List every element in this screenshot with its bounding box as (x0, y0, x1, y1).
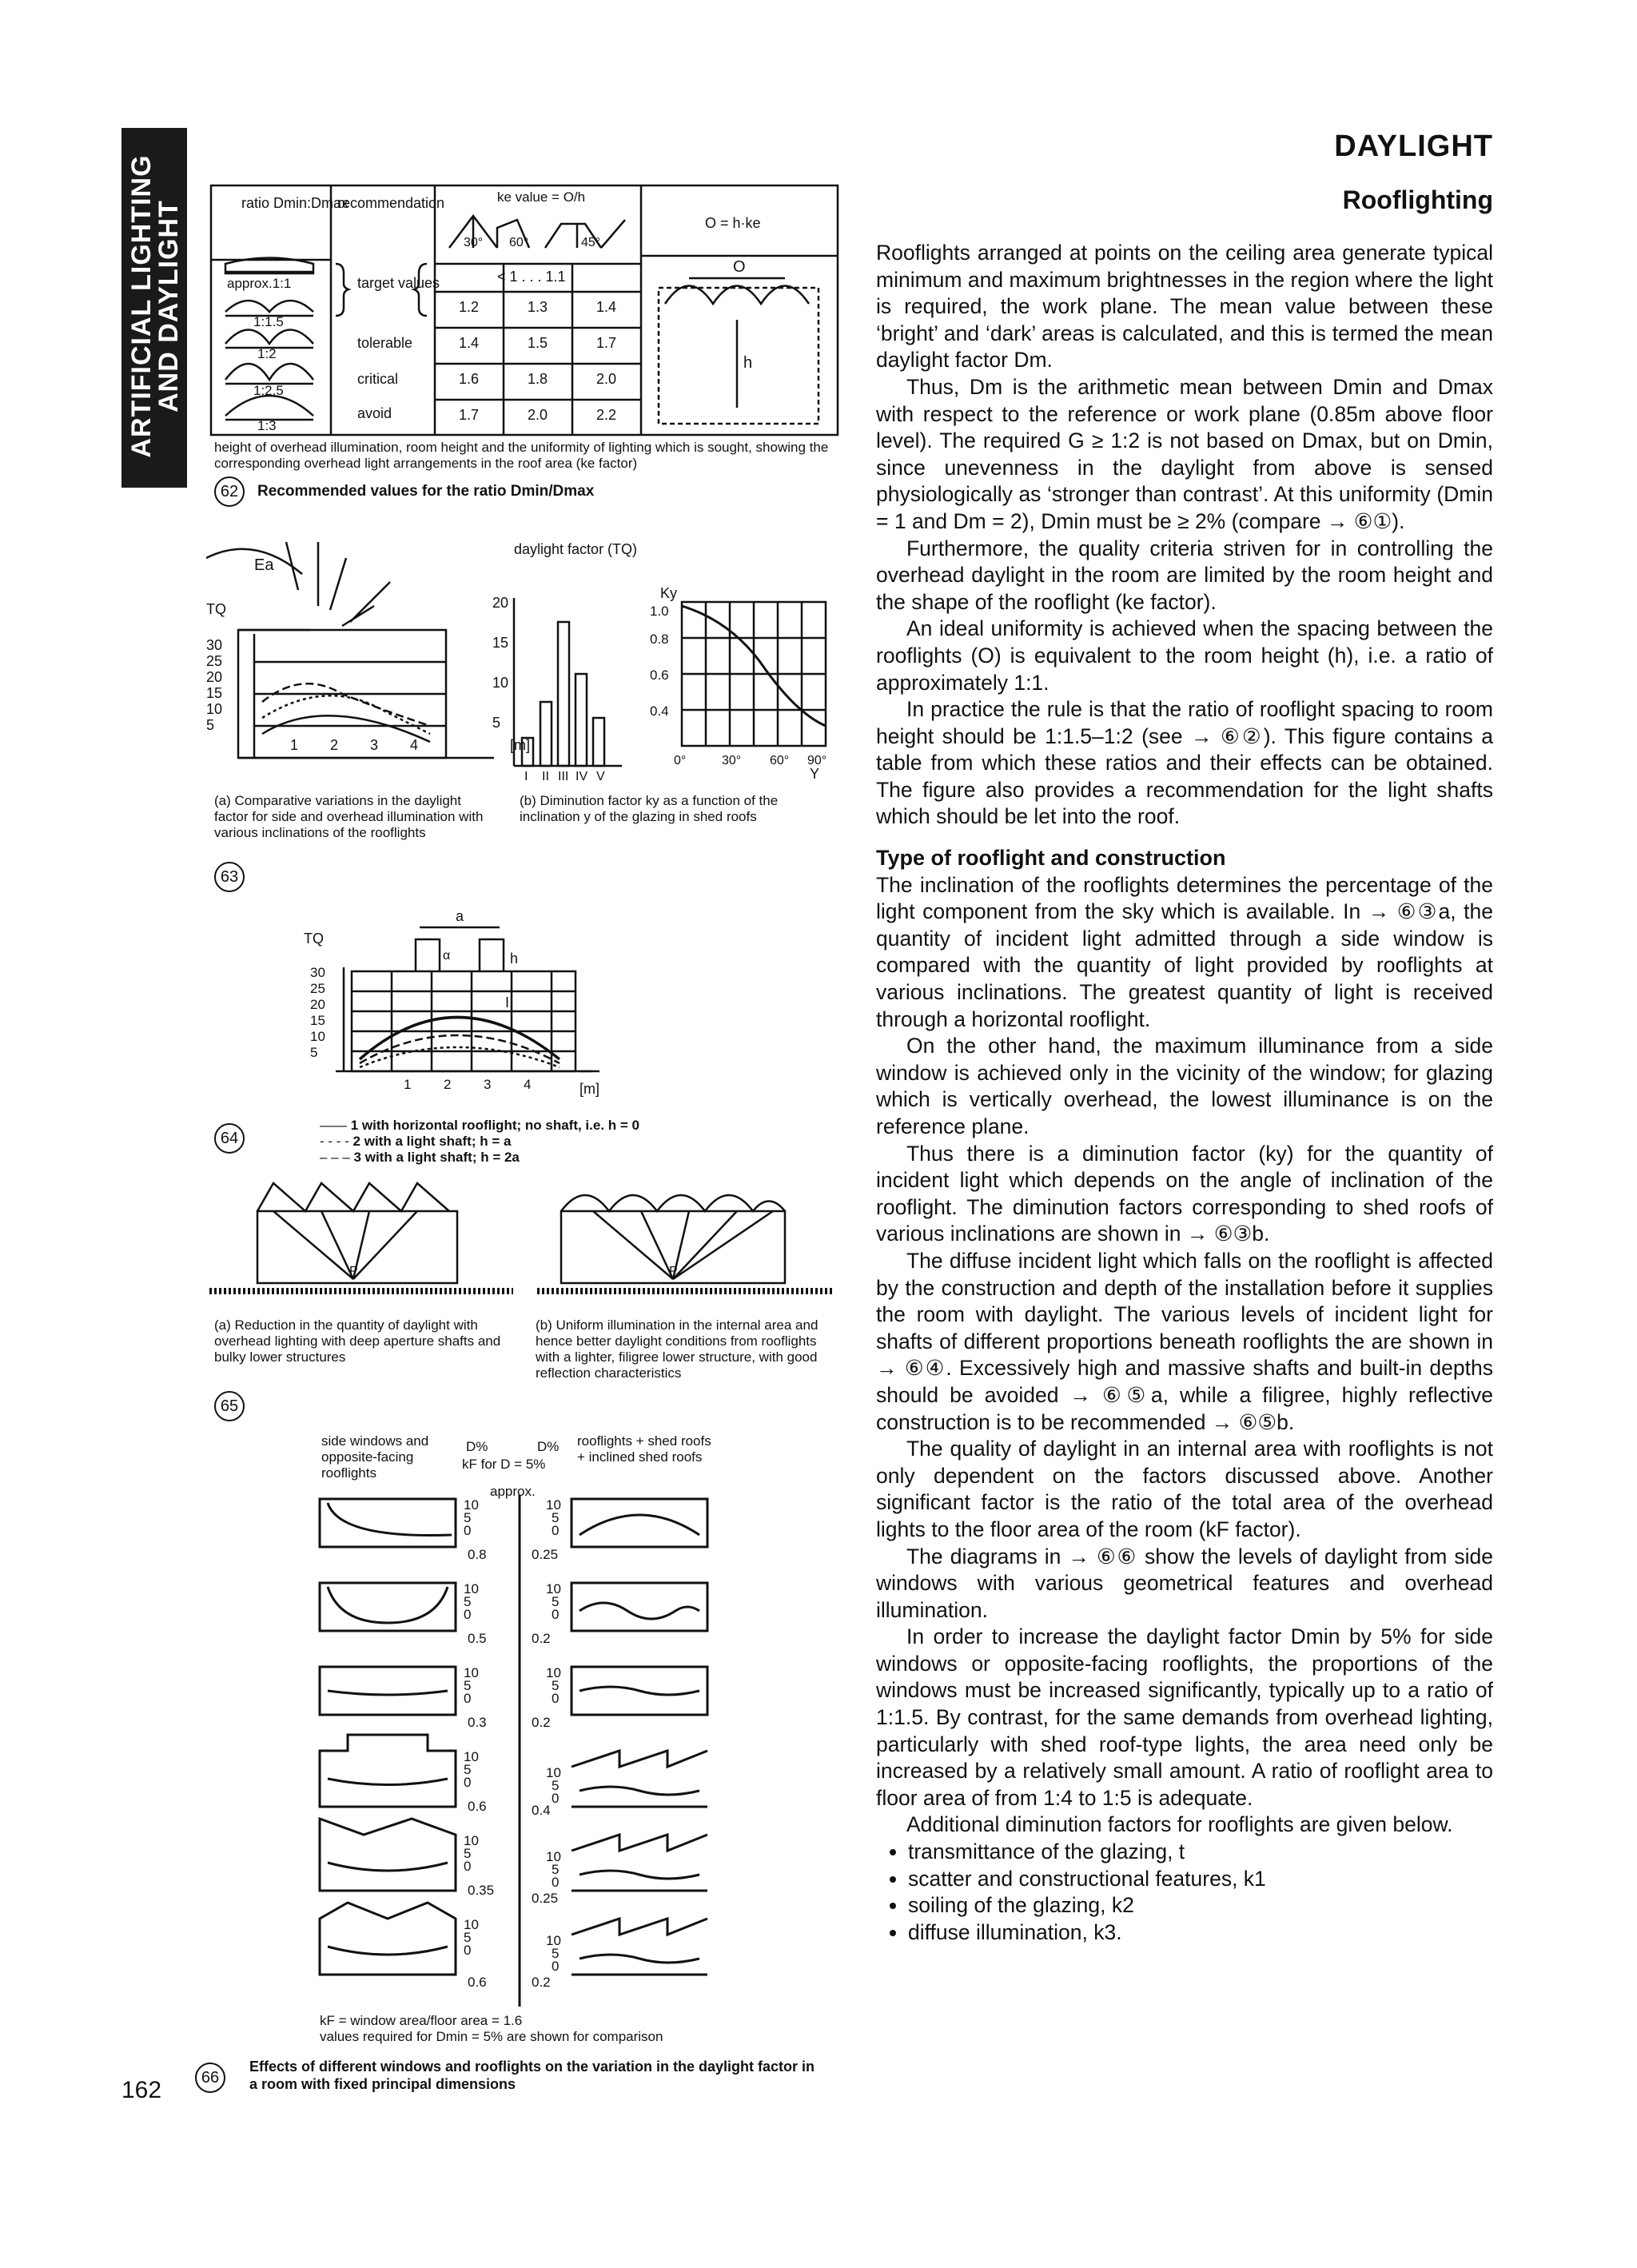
body-text (876, 240, 1493, 1946)
fig63-caption-b: (b) Diminution factor ky as a function of the inclination y of the glazing in shed roofs (520, 793, 779, 824)
p-label: P (669, 1265, 678, 1278)
ratio-value: 1:3 (257, 418, 277, 433)
table-cell: 2.2 (596, 407, 617, 423)
xtick: 3 (370, 737, 379, 753)
recommendation-header: recommendation (337, 195, 445, 211)
paragraph: On the other hand, the maximum illuminance from a side window is achieved only in the vicinity of the window; for glazing which is vertically overhead, the lowest illuminance is on the reference plane. (876, 1034, 1493, 1138)
tick: 0 (552, 1523, 560, 1538)
row-label: critical (357, 371, 399, 387)
fig63-diagrams (206, 534, 838, 782)
fig62-caption: height of overhead illumination, room height and the uniformity of lighting which is sought, showing the corresponding overhead light arrangements in the roof area (ke factor) (214, 440, 829, 471)
bar-ytick: 20 (492, 595, 509, 611)
table-cell: 1.4 (596, 299, 617, 315)
tick: 5 (552, 1946, 560, 1961)
a-label: a (456, 911, 464, 924)
xtick: 1 (404, 1077, 412, 1092)
tq-label: TQ (304, 931, 324, 947)
ytick: 25 (206, 653, 223, 669)
paragraph: In practice the rule is that the ratio of rooflight spacing to room height should be 1:1.5–1:2 (see → ⑥②). This figure contains a table from which these ratios and their effects can be obtained. The figure also provides a recommendation for the light shafts which should be let into the roof. (876, 697, 1493, 829)
angle-30: 30° (464, 236, 484, 249)
section-title: DAYLIGHT (1334, 130, 1493, 163)
page-number: 162 (121, 2077, 162, 2103)
roman-label: IV (576, 770, 588, 782)
tick: 10 (464, 1749, 479, 1764)
fig66-approx: approx. (490, 1484, 536, 1499)
fig66-left-header: side windows and opposite-facing rooflights (321, 1433, 429, 1481)
ytick: 30 (310, 965, 325, 980)
right-kf: 0.2 (532, 1715, 551, 1730)
tick: 0 (552, 1875, 560, 1890)
paragraph: The quality of daylight in an internal area with rooflights is not only dependent on the factors discussed above. Another significant factor is the ratio of the total area of the overhead lights to the floor area of the room (kF factor). (876, 1437, 1493, 1541)
table-cell: 1.3 (528, 299, 548, 315)
unit-m: [m] (580, 1081, 599, 1097)
row-label: target values (357, 275, 440, 291)
tick: 5 (552, 1678, 560, 1693)
fig66-number: 66 (195, 2063, 225, 2093)
ky-xtick: 90° (807, 754, 827, 767)
tick: 10 (464, 1833, 479, 1848)
fig62-title: Recommended values for the ratio Dmin/Dmax (257, 483, 595, 500)
paragraph: Thus, Dm is the arithmetic mean between Dmin and Dmax with respect to the reference or work plane (0.85m above floor level). The required G ≥ 1:2 is not based on Dmax, but on Dmin, since unevenness in the daylight from above is sensed physiologically as ‘stronger than contrast’. At this uniformity (Dmin = 1 and Dm = 2), Dmin must be ≥ 2% (compare → ⑥①). (876, 374, 1493, 533)
list-item: • soiling of the glazing, k2 (908, 1892, 1493, 1919)
ky-ytick: 0.4 (650, 704, 669, 719)
right-kf: 0.4 (532, 1803, 551, 1818)
row-label: avoid (357, 405, 392, 421)
tick: 0 (464, 1607, 472, 1622)
ky-xtick: 30° (722, 754, 742, 767)
xtick: 4 (524, 1077, 532, 1092)
roman-label: III (558, 770, 569, 782)
angle-60: 60° (509, 236, 529, 249)
h-label: h (743, 354, 753, 372)
ytick: 5 (310, 1045, 318, 1060)
ratio-value: 1:2.5 (253, 383, 284, 398)
bar-ytick: 5 (492, 715, 501, 731)
ke-header: ke value = O/h (497, 189, 586, 205)
table-cell: 1.7 (459, 407, 480, 423)
right-kf: 0.25 (532, 1891, 559, 1906)
tick: 10 (546, 1497, 561, 1513)
table-cell: 2.0 (596, 371, 617, 387)
table-cell: 1.8 (528, 371, 548, 387)
fig66-title: Effects of different windows and rooflights on the variation in the daylight factor in a room with fixed principal dimensions (249, 2059, 815, 2092)
fig65-diagrams (209, 1179, 841, 1307)
tick: 10 (546, 1581, 561, 1596)
tick: 0 (464, 1691, 472, 1706)
bullet-list (876, 1839, 1493, 1946)
roman-label: I (524, 770, 528, 782)
ytick: 30 (206, 637, 223, 653)
list-item: • diffuse illumination, k3. (908, 1919, 1493, 1947)
paragraph: Furthermore, the quality criteria striven for in controlling the overhead daylight in the room are limited by the room height and the shape of the rooflight (ke factor). (876, 536, 1493, 614)
o-label: O (733, 258, 746, 276)
tick: 0 (552, 1791, 560, 1806)
fig62-number: 62 (214, 476, 245, 507)
footnote-line: values required for Dmin = 5% are shown for comparison (320, 2029, 663, 2044)
legend-item: – – – 3 with a light shaft; h = 2a (320, 1150, 520, 1165)
tick: 0 (464, 1523, 472, 1538)
legend-item: —— 1 with horizontal rooflight; no shaft, i.e. h = 0 (320, 1118, 639, 1133)
ratio-header: ratio Dmin:Dmax (241, 195, 349, 211)
right-kf: 0.2 (532, 1975, 551, 1990)
ky-label: Ky (660, 585, 678, 601)
tick: 5 (552, 1778, 560, 1793)
xtick: 1 (290, 737, 299, 753)
paragraph: Additional diminution factors for rooflights are given below. (906, 1812, 1453, 1837)
tick: 5 (464, 1846, 472, 1861)
fig64-diagram (304, 911, 623, 1107)
tick: 10 (464, 1581, 479, 1596)
ky-xtick: 0° (674, 754, 687, 767)
angle-45: 45° (581, 236, 601, 249)
ky-ytick: 0.6 (650, 668, 669, 683)
footnote-line: kF = window area/floor area = 1.6 (320, 2013, 523, 2028)
y-label: Y (810, 766, 820, 782)
tick: 10 (546, 1765, 561, 1780)
list-item: • transmittance of the glazing, t (908, 1839, 1493, 1866)
bar-ytick: 10 (492, 675, 509, 691)
tick: 10 (464, 1665, 479, 1680)
p-label: P (349, 1265, 358, 1278)
side-tab-label: ARTIFICIAL LIGHTING AND DAYLIGHT (126, 154, 184, 458)
fig65-caption-b: (b) Uniform illumination in the internal area and hence better daylight conditions from rooflights with a lighter, filigree lower structure, with good reflection characteristics (536, 1317, 818, 1381)
xtick: 2 (330, 737, 339, 753)
tick: 0 (552, 1691, 560, 1706)
ytick: 10 (206, 701, 223, 717)
table-cell: 1.7 (596, 335, 617, 351)
ratio-value: 1:2 (257, 346, 277, 361)
paragraph: The inclination of the rooflights determines the percentage of the light component from the sky which is available. In → ⑥③a, the quantity of incident light admitted through a side window is compared with the quantity of light provided by rooflights at various inclinations. The greatest quantity of light is received through a horizontal rooflight. (876, 872, 1493, 1031)
paragraph: The diffuse incident light which falls on the rooflight is affected by the construction and depth of the installation before it supplies the room with daylight. The various levels of incident light for shafts of different proportions beneath rooflights the are shown in → ⑥④. Excessively high and massive shafts and built-in depths should be avoided → ⑥⑤a, while a filigree, highly reflective construction is to be recommended → ⑥⑤b. (876, 1248, 1493, 1434)
bar-ytick: 15 (492, 635, 509, 651)
list-item: • scatter and constructional features, k1 (908, 1866, 1493, 1893)
fig63-caption-a: (a) Comparative variations in the daylight factor for side and overhead illumination with various inclinations of the rooflights (214, 793, 484, 840)
curve-label: I. (505, 994, 514, 1010)
tick: 5 (464, 1510, 472, 1525)
left-kf: 0.3 (468, 1715, 487, 1730)
fig64-number: 64 (214, 1123, 245, 1154)
tick: 5 (464, 1678, 472, 1693)
alpha-label: α (443, 949, 451, 963)
ytick: 20 (310, 997, 325, 1012)
left-kf: 0.6 (468, 1975, 487, 1990)
ytick: 10 (310, 1029, 325, 1044)
fig62-table (209, 184, 841, 440)
fig66-kf-header: kF for D = 5% (462, 1457, 546, 1472)
unit-m: [m] (510, 737, 530, 753)
tick: 0 (464, 1859, 472, 1874)
tick: 5 (464, 1594, 472, 1609)
ytick: 15 (206, 685, 223, 701)
paragraph: Rooflights arranged at points on the ceiling area generate typical minimum and maximum brightnesses in the region where the light is required, the work plane. The mean value between these ‘bright’ and ‘dark’ areas is calculated, and this is termed the mean daylight factor Dm. (876, 241, 1493, 373)
tick: 0 (552, 1607, 560, 1622)
table-cell: 1.6 (459, 371, 480, 387)
tick: 5 (464, 1930, 472, 1945)
side-tab (121, 128, 187, 488)
table-cell: 1.4 (459, 335, 480, 351)
fig66-right-header: rooflights + shed roofs + inclined shed roofs (577, 1433, 711, 1465)
section-subtitle: Rooflighting (1342, 185, 1493, 214)
tick: 0 (552, 1959, 560, 1974)
tick: 5 (552, 1862, 560, 1877)
tick: 5 (464, 1762, 472, 1777)
left-kf: 0.8 (468, 1547, 487, 1562)
ratio-value: approx.1:1 (227, 276, 292, 291)
fig66-footnote (320, 2013, 815, 2045)
ky-ytick: 1.0 (650, 604, 669, 619)
fig65-caption-a: (a) Reduction in the quantity of daylight with overhead lighting with deep aperture shafts and bulky lower structures (214, 1317, 501, 1365)
paragraph: The diagrams in → ⑥⑥ show the levels of daylight from side windows with various geometrical features and overhead illumination. (876, 1544, 1493, 1622)
xtick: 2 (444, 1077, 452, 1092)
right-kf: 0.2 (532, 1631, 551, 1646)
tick: 10 (546, 1849, 561, 1864)
ky-xtick: 60° (770, 754, 790, 767)
tick: 10 (546, 1933, 561, 1948)
tick: 0 (464, 1943, 472, 1958)
legend-item: - - - - 2 with a light shaft; h = a (320, 1134, 512, 1149)
ky-ytick: 0.8 (650, 632, 669, 647)
tick: 10 (464, 1497, 479, 1513)
ea-label: Ea (254, 556, 274, 574)
table-cell: 1.2 (459, 299, 480, 315)
fig66-d-right: D% (537, 1439, 560, 1454)
ytick: 25 (310, 981, 325, 996)
tick: 10 (464, 1917, 479, 1932)
left-kf: 0.5 (468, 1631, 487, 1646)
tick: 5 (552, 1510, 560, 1525)
xtick: 4 (410, 737, 419, 753)
fig66-diagrams (308, 1495, 723, 2007)
tick: 0 (464, 1775, 472, 1790)
o-equation: O = h·ke (705, 215, 761, 231)
paragraph: In order to increase the daylight factor Dmin by 5% for side windows or opposite-facing rooflights, the proportions of the windows must be increased significantly, typically up to a ratio of 1:1.5. By contrast, for the same demands from overhead lighting, particularly with shed roof-type lights, the area need only be increased by a relatively small amount. A ratio of rooflight area to floor area of from 1:4 to 1:5 is adequate. (876, 1624, 1493, 1810)
ratio-value: 1:1.5 (253, 314, 284, 329)
roman-label: V (596, 770, 605, 782)
fig63-number: 63 (214, 862, 245, 892)
left-kf: 0.6 (468, 1799, 487, 1814)
h-label: h (510, 951, 519, 967)
row-label: tolerable (357, 335, 413, 351)
paragraph: An ideal uniformity is achieved when the spacing between the rooflights (O) is equivalent to the room height (h), i.e. a ratio of approximately 1:1. (876, 616, 1493, 695)
ytick: 15 (310, 1013, 325, 1028)
ytick: 20 (206, 669, 223, 685)
fig66-d-left: D% (466, 1439, 488, 1454)
df-label: daylight factor (TQ) (514, 541, 638, 557)
right-kf: 0.25 (532, 1547, 559, 1562)
paragraph: Thus there is a diminution factor (ky) for the quantity of incident light which depends on the angle of inclination of the rooflight. The diminution factors corresponding to shed roofs of various inclinations are shown in → ⑥③b. (876, 1141, 1493, 1246)
table-cell: 2.0 (528, 407, 548, 423)
table-cell: 1.5 (528, 335, 548, 351)
roman-label: II (542, 770, 549, 782)
tick: 10 (546, 1665, 561, 1680)
ytick: 5 (206, 717, 215, 733)
tick: 5 (552, 1594, 560, 1609)
xtick: 3 (484, 1077, 492, 1092)
subheading: Type of rooflight and construction (876, 846, 1226, 871)
tq-label: TQ (206, 601, 226, 617)
fig65-number: 65 (214, 1391, 245, 1421)
ke-range: < 1 . . . 1.1 (497, 269, 566, 285)
left-kf: 0.35 (468, 1883, 495, 1898)
fig64-legend (320, 1118, 815, 1166)
